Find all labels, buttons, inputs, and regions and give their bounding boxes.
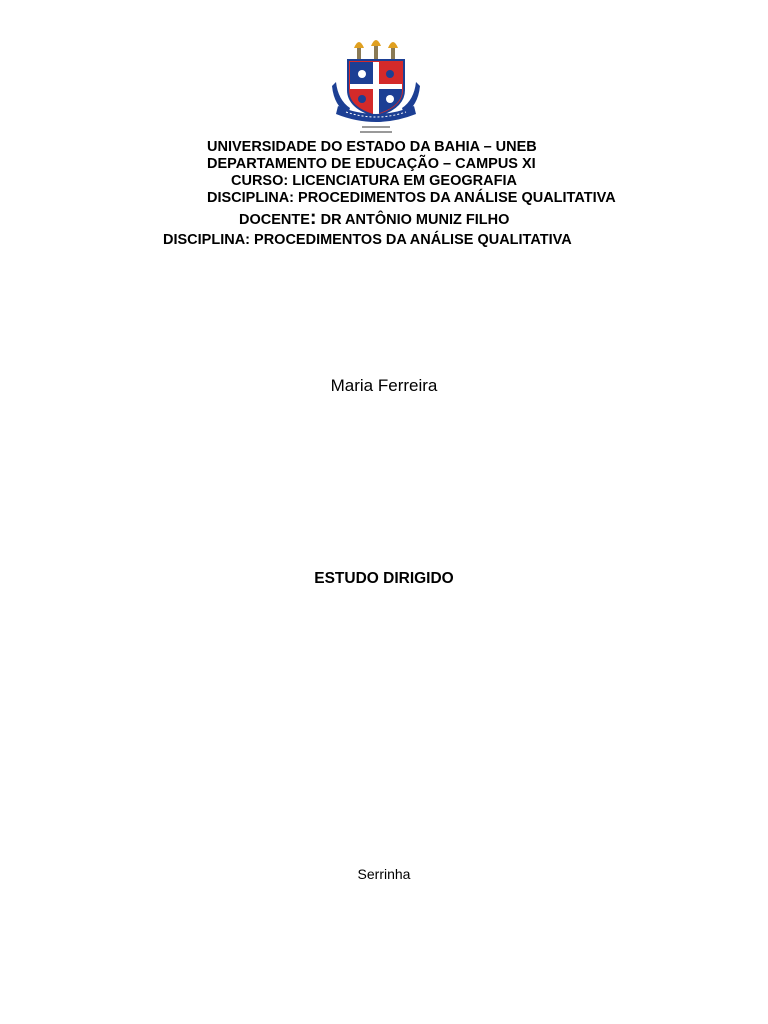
university-crest-icon	[328, 36, 424, 136]
university-name: UNIVERSIDADE DO ESTADO DA BAHIA – UNEB	[207, 139, 537, 155]
torch-icon	[354, 40, 398, 60]
course-name: CURSO: LICENCIATURA EM GEOGRAFIA	[231, 173, 517, 189]
city-name: Serrinha	[357, 866, 411, 882]
teacher-line: DOCENTE: DR ANTÔNIO MUNIZ FILHO	[239, 207, 510, 229]
teacher-label: DOCENTE	[239, 212, 310, 228]
discipline-line: DISCIPLINA: PROCEDIMENTOS DA ANÁLISE QUALITATIVA	[207, 190, 616, 206]
department-name: DEPARTAMENTO DE EDUCAÇÃO – CAMPUS XI	[207, 156, 536, 172]
document-title: ESTUDO DIRIGIDO	[314, 570, 454, 587]
teacher-name: DR ANTÔNIO MUNIZ FILHO	[316, 212, 510, 228]
author-name: Maria Ferreira	[330, 376, 438, 395]
discipline-line-2: DISCIPLINA: PROCEDIMENTOS DA ANÁLISE QUALITATIVA	[163, 232, 572, 248]
